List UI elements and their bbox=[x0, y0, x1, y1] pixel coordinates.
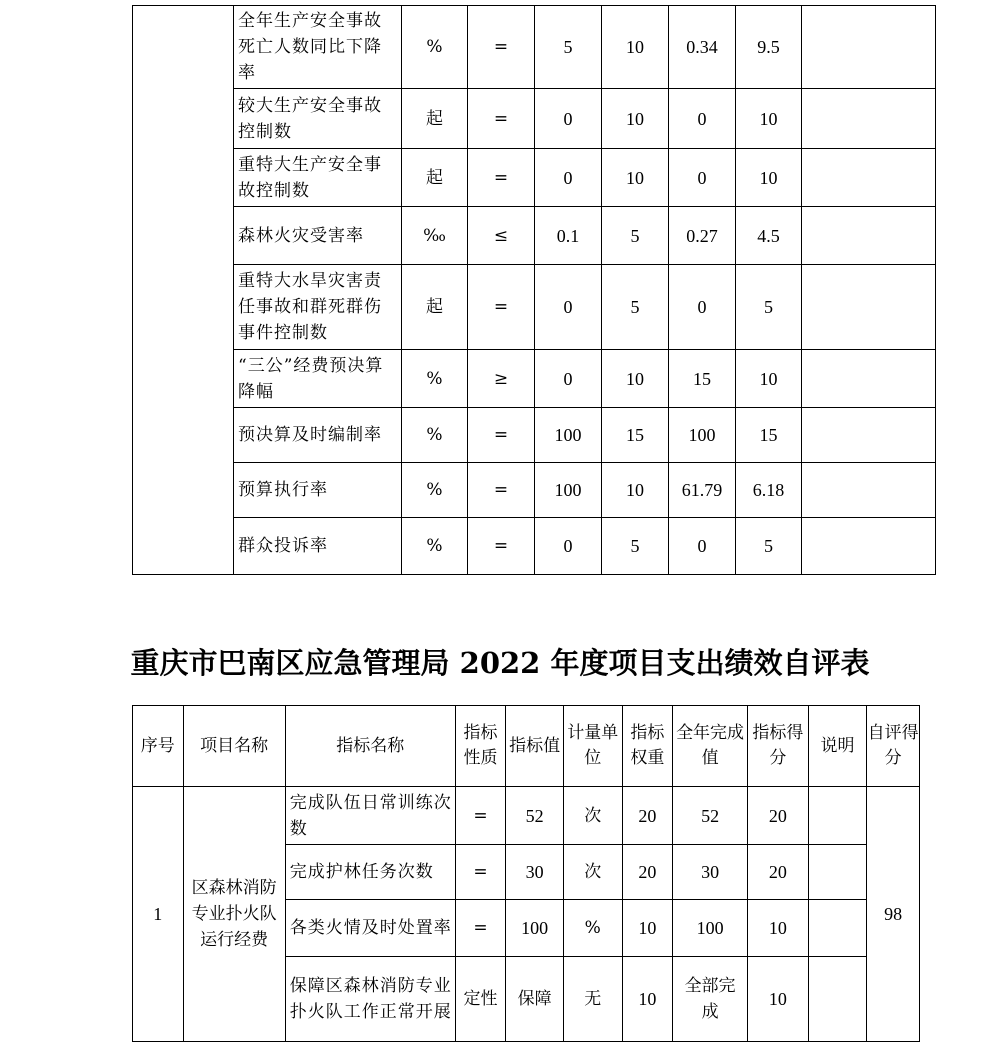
note-cell bbox=[802, 6, 936, 89]
indicator-name: 森林火灾受害率 bbox=[234, 207, 402, 265]
actual-cell: 100 bbox=[669, 408, 736, 463]
target-cell: 0 bbox=[535, 518, 602, 575]
note-cell bbox=[802, 408, 936, 463]
unit-cell: % bbox=[402, 518, 468, 575]
operator-cell: = bbox=[468, 408, 535, 463]
actual-cell: 52 bbox=[673, 787, 748, 845]
table-row bbox=[133, 463, 936, 518]
note-cell bbox=[802, 89, 936, 149]
table-row bbox=[133, 408, 936, 463]
table-row bbox=[133, 787, 920, 845]
value-cell: 30 bbox=[506, 845, 564, 900]
header-seq: 序号 bbox=[133, 706, 184, 787]
weight-cell: 10 bbox=[602, 89, 669, 149]
target-cell: 100 bbox=[535, 408, 602, 463]
actual-cell: 0 bbox=[669, 518, 736, 575]
operator-cell: ≥ bbox=[468, 350, 535, 408]
header-actual: 全年完成值 bbox=[673, 706, 748, 787]
note-cell bbox=[802, 463, 936, 518]
header-unit: 计量单位 bbox=[563, 706, 622, 787]
unit-cell: 起 bbox=[402, 149, 468, 207]
header-indicator: 指标名称 bbox=[285, 706, 455, 787]
actual-cell: 0 bbox=[669, 149, 736, 207]
note-cell bbox=[802, 207, 936, 265]
indicator-name: 重特大水旱灾害责任事故和群死群伤事件控制数 bbox=[234, 265, 402, 350]
score-cell: 6.18 bbox=[736, 463, 802, 518]
unit-cell: 次 bbox=[563, 845, 622, 900]
unit-cell: % bbox=[402, 6, 468, 89]
note-cell bbox=[808, 845, 867, 900]
actual-cell: 15 bbox=[669, 350, 736, 408]
table-row bbox=[133, 350, 936, 408]
actual-cell: 0.27 bbox=[669, 207, 736, 265]
value-cell: 保障 bbox=[506, 957, 564, 1042]
category-cell bbox=[133, 6, 234, 575]
operator-cell: = bbox=[468, 89, 535, 149]
unit-cell: 无 bbox=[563, 957, 622, 1042]
target-cell: 0 bbox=[535, 265, 602, 350]
self-score-cell: 98 bbox=[867, 787, 920, 1042]
weight-cell: 10 bbox=[602, 463, 669, 518]
note-cell bbox=[802, 149, 936, 207]
actual-cell: 全部完成 bbox=[673, 957, 748, 1042]
score-cell: 15 bbox=[736, 408, 802, 463]
nature-cell: = bbox=[455, 787, 506, 845]
indicator-name: 群众投诉率 bbox=[234, 518, 402, 575]
indicator-name: 保障区森林消防专业扑火队工作正常开展 bbox=[285, 957, 455, 1042]
header-value: 指标值 bbox=[506, 706, 564, 787]
weight-cell: 5 bbox=[602, 207, 669, 265]
operator-cell: = bbox=[468, 463, 535, 518]
note-cell bbox=[808, 787, 867, 845]
unit-cell: % bbox=[402, 408, 468, 463]
unit-cell: % bbox=[402, 463, 468, 518]
value-cell: 52 bbox=[506, 787, 564, 845]
value-cell: 100 bbox=[506, 900, 564, 957]
project-name-cell: 区森林消防专业扑火队运行经费 bbox=[183, 787, 285, 1042]
operator-cell: = bbox=[468, 6, 535, 89]
page-title: 重庆市巴南区应急管理局 2022 年度项目支出绩效自评表 bbox=[130, 646, 870, 680]
score-cell: 4.5 bbox=[736, 207, 802, 265]
note-cell bbox=[802, 265, 936, 350]
unit-cell: % bbox=[402, 350, 468, 408]
unit-cell: 次 bbox=[563, 787, 622, 845]
note-cell bbox=[808, 957, 867, 1042]
weight-cell: 10 bbox=[602, 149, 669, 207]
target-cell: 0.1 bbox=[535, 207, 602, 265]
table-row bbox=[133, 518, 936, 575]
target-cell: 5 bbox=[535, 6, 602, 89]
indicator-name: 较大生产安全事故控制数 bbox=[234, 89, 402, 149]
unit-cell: % bbox=[563, 900, 622, 957]
score-cell: 5 bbox=[736, 265, 802, 350]
unit-cell: ‰ bbox=[402, 207, 468, 265]
weight-cell: 10 bbox=[602, 6, 669, 89]
indicator-name: 全年生产安全事故死亡人数同比下降率 bbox=[234, 6, 402, 89]
weight-cell: 10 bbox=[622, 957, 673, 1042]
score-cell: 10 bbox=[747, 957, 808, 1042]
weight-cell: 10 bbox=[602, 350, 669, 408]
indicator-name: 完成队伍日常训练次数 bbox=[285, 787, 455, 845]
nature-cell: = bbox=[455, 900, 506, 957]
header-project: 项目名称 bbox=[183, 706, 285, 787]
weight-cell: 10 bbox=[622, 900, 673, 957]
table-row bbox=[133, 6, 936, 89]
actual-cell: 0 bbox=[669, 265, 736, 350]
header-nature: 指标性质 bbox=[455, 706, 506, 787]
target-cell: 0 bbox=[535, 149, 602, 207]
indicator-name: 预决算及时编制率 bbox=[234, 408, 402, 463]
target-cell: 0 bbox=[535, 350, 602, 408]
unit-cell: 起 bbox=[402, 265, 468, 350]
table-row bbox=[133, 265, 936, 350]
actual-cell: 0.34 bbox=[669, 6, 736, 89]
table-row bbox=[133, 149, 936, 207]
weight-cell: 5 bbox=[602, 518, 669, 575]
header-row bbox=[133, 706, 920, 787]
weight-cell: 20 bbox=[622, 845, 673, 900]
target-cell: 0 bbox=[535, 89, 602, 149]
score-cell: 9.5 bbox=[736, 6, 802, 89]
score-cell: 5 bbox=[736, 518, 802, 575]
indicator-table-continued bbox=[132, 5, 936, 575]
header-weight: 指标权重 bbox=[622, 706, 673, 787]
weight-cell: 15 bbox=[602, 408, 669, 463]
indicator-name: 完成护林任务次数 bbox=[285, 845, 455, 900]
header-score: 指标得分 bbox=[747, 706, 808, 787]
note-cell bbox=[802, 518, 936, 575]
score-cell: 20 bbox=[747, 787, 808, 845]
note-cell bbox=[808, 900, 867, 957]
project-evaluation-table bbox=[132, 705, 920, 1042]
operator-cell: = bbox=[468, 518, 535, 575]
score-cell: 10 bbox=[747, 900, 808, 957]
target-cell: 100 bbox=[535, 463, 602, 518]
weight-cell: 20 bbox=[622, 787, 673, 845]
note-cell bbox=[802, 350, 936, 408]
actual-cell: 30 bbox=[673, 845, 748, 900]
score-cell: 20 bbox=[747, 845, 808, 900]
indicator-name: 各类火情及时处置率 bbox=[285, 900, 455, 957]
table-row bbox=[133, 207, 936, 265]
weight-cell: 5 bbox=[602, 265, 669, 350]
score-cell: 10 bbox=[736, 350, 802, 408]
operator-cell: ≤ bbox=[468, 207, 535, 265]
operator-cell: = bbox=[468, 265, 535, 350]
actual-cell: 100 bbox=[673, 900, 748, 957]
score-cell: 10 bbox=[736, 149, 802, 207]
indicator-name: 预算执行率 bbox=[234, 463, 402, 518]
nature-cell: 定性 bbox=[455, 957, 506, 1042]
score-cell: 10 bbox=[736, 89, 802, 149]
header-note: 说明 bbox=[808, 706, 867, 787]
operator-cell: = bbox=[468, 149, 535, 207]
table-row bbox=[133, 89, 936, 149]
header-self-score: 自评得分 bbox=[867, 706, 920, 787]
indicator-name: 重特大生产安全事故控制数 bbox=[234, 149, 402, 207]
nature-cell: = bbox=[455, 845, 506, 900]
actual-cell: 0 bbox=[669, 89, 736, 149]
actual-cell: 61.79 bbox=[669, 463, 736, 518]
seq-cell: 1 bbox=[133, 787, 184, 1042]
unit-cell: 起 bbox=[402, 89, 468, 149]
indicator-name: “三公”经费预决算降幅 bbox=[234, 350, 402, 408]
